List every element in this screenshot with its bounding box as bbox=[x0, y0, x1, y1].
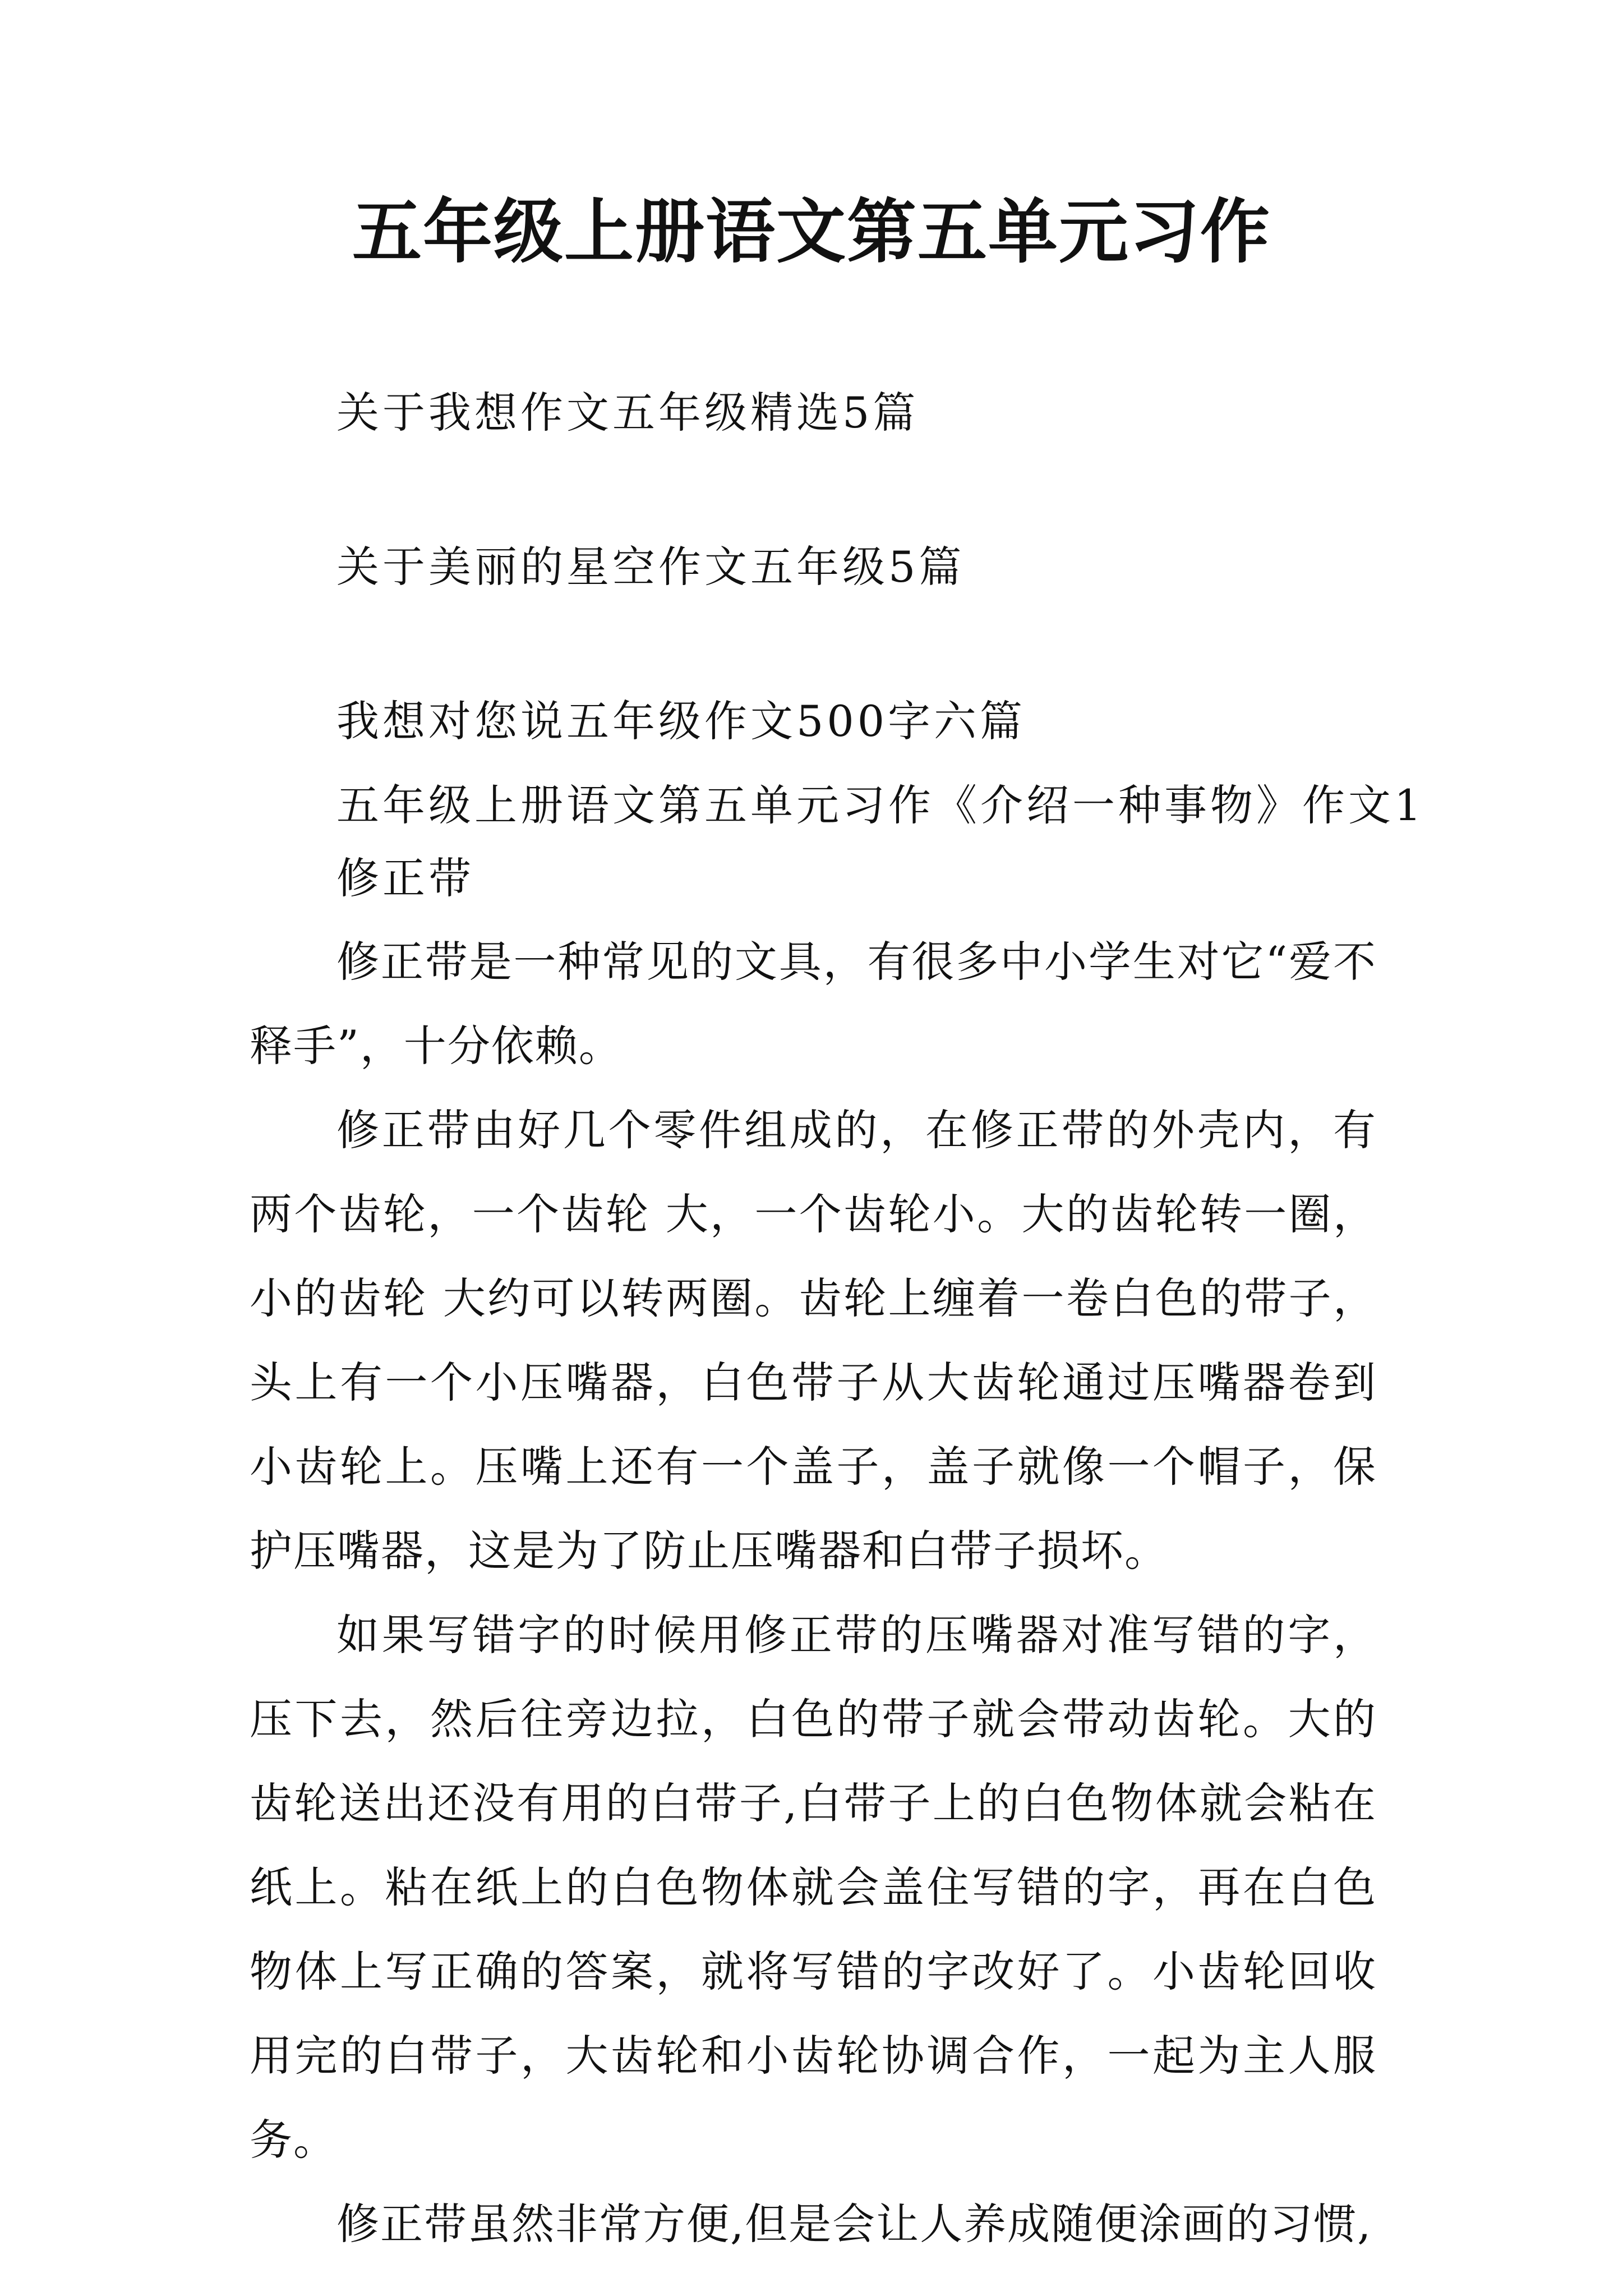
essay-heading: 五年级上册语文第五单元习作《介绍一种事物》作文1 bbox=[336, 780, 1425, 830]
paragraph: 修正带是一种常见的文具，有很多中小学生对它“爱不释手”，十分依赖。 bbox=[250, 937, 1377, 1071]
essay-subtitle: 修正带 bbox=[336, 853, 474, 903]
related-link-3[interactable]: 我想对您说五年级作文500字六篇 bbox=[336, 696, 1026, 746]
related-link-1[interactable]: 关于我想作文五年级精选5篇 bbox=[336, 388, 919, 438]
paragraph: 修正带虽然非常方便,但是会让人养成随便涂画的习惯, bbox=[336, 2199, 1372, 2249]
page-title: 五年级上册语文第五单元习作 bbox=[352, 191, 1271, 273]
paragraph: 如果写错字的时候用修正带的压嘴器对准写错的字，压下去，然后往旁边拉，白色的带子就会带动齿轮。大的齿轮送出还没有用的白带子,白带子上的白色物体就会粘在纸上。粘在纸上的白色物体就会盖住写错的字，再在白色物体上写正确的答案，就将写错的字改好了。小齿轮回收用完的白带子，大齿轮和小齿轮协调合作，一起为主人服务。 bbox=[250, 1610, 1377, 2165]
essay-body bbox=[250, 920, 1377, 2266]
related-link-2[interactable]: 关于美丽的星空作文五年级5篇 bbox=[336, 542, 965, 592]
paragraph: 修正带由好几个零件组成的，在修正带的外壳内，有两个齿轮，一个齿轮 大，一个齿轮小。大的齿轮转一圈，小的齿轮 大约可以转两圈。齿轮上缠着一卷白色的带子，头上有一个小压嘴器，白色带子从大齿轮通过压嘴器卷到小齿轮上。压嘴上还有一个盖子，盖子就像一个帽子，保护压嘴器，这是为了防止压嘴器和白带子损坏。 bbox=[250, 1105, 1377, 1576]
